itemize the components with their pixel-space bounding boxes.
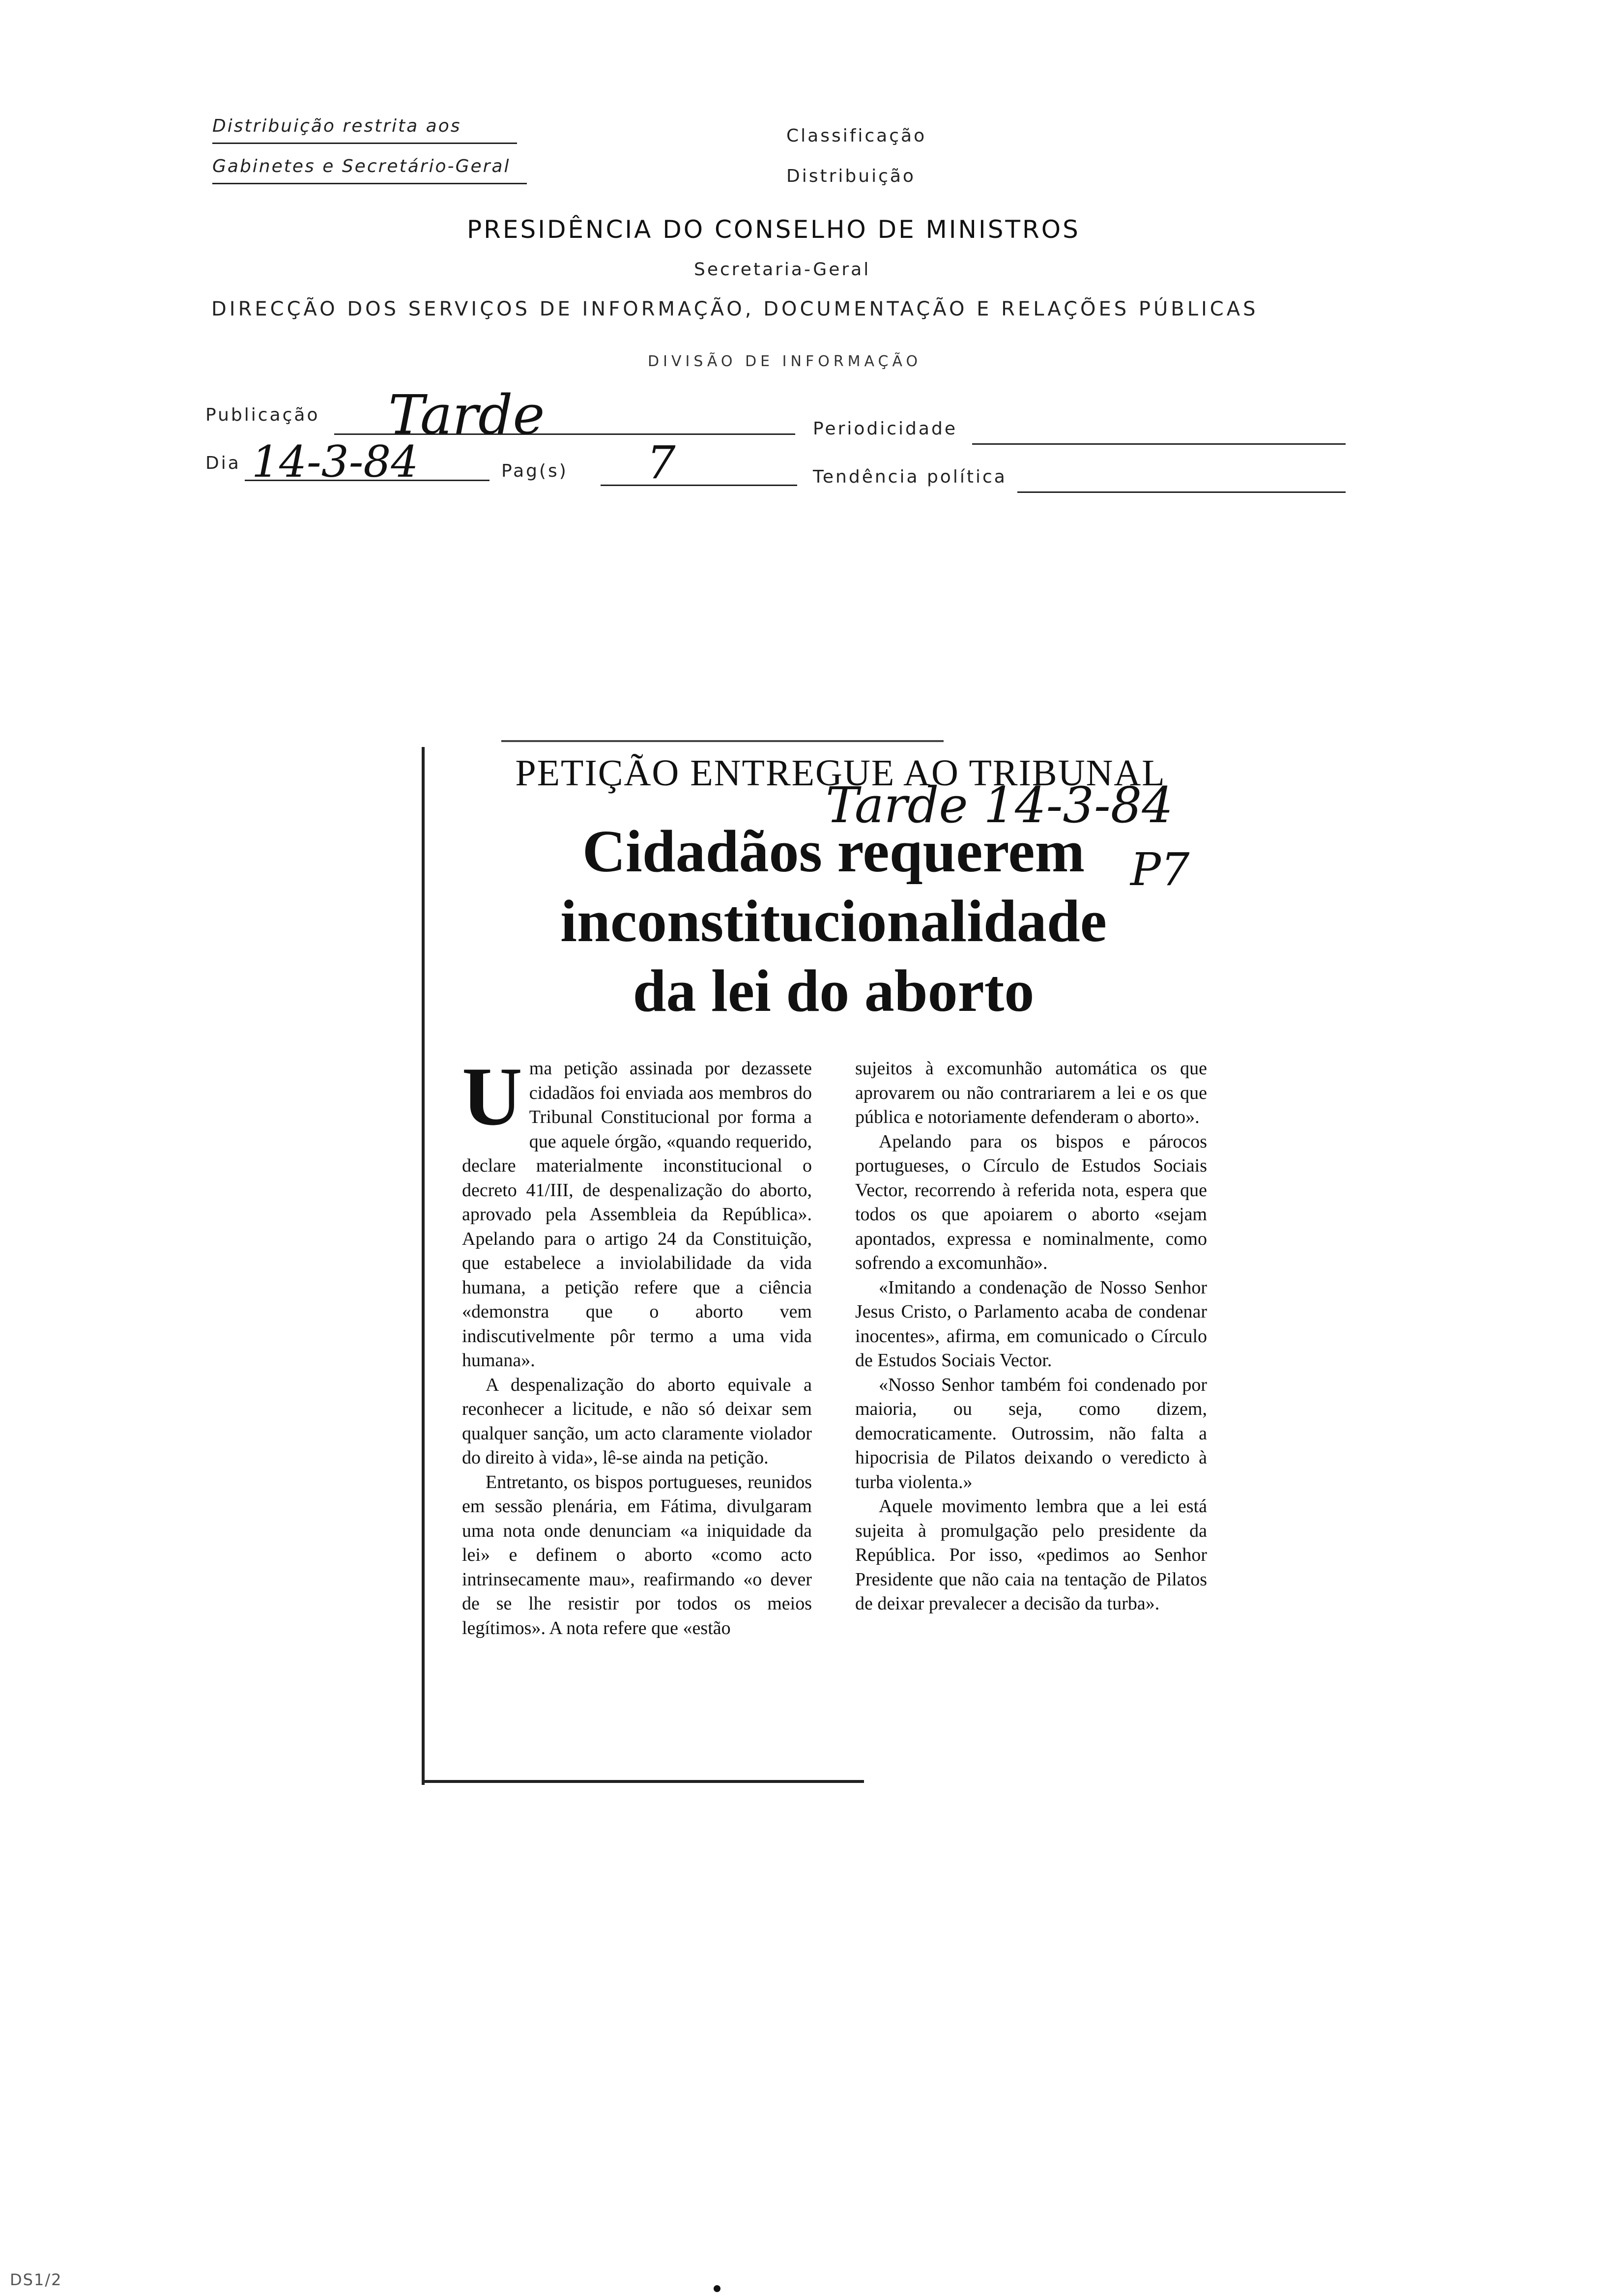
restriction-line-2 — [212, 156, 527, 176]
handwritten-note-date: Tarde 14-3-84 — [826, 776, 1174, 834]
clipping-left-border — [422, 747, 425, 1785]
tendency-line — [1017, 491, 1346, 493]
article-dropcap: U — [462, 1050, 522, 1143]
clipping-bottom-border — [422, 1780, 864, 1783]
publication-label: Publicação — [205, 405, 320, 425]
article-col1-paragraph-2: A despenalização do aborto equivale a reconhecer a licitude, e não só deixar sem qualquer sanção, um acto claramente violador do direito à vida», lê-se ainda na petição. — [462, 1374, 812, 1468]
day-value: 14-3-84 — [252, 436, 419, 487]
article-col2-paragraph-5: Aquele movimento lembra que a lei está sujeita à promulgação pelo presidente da República. Por isso, «pedimos ao Senhor Presidente que não caia na tentação de Pilatos de deixar prevalecer a decisão da turba». — [855, 1496, 1207, 1614]
org-subtitle: Secretaria-Geral — [694, 259, 871, 280]
restriction-underline-2 — [212, 183, 527, 184]
periodicity-label: Periodicidade — [813, 419, 957, 439]
directorate-line: DIRECÇÃO DOS SERVIÇOS DE INFORMAÇÃO, DOCUMENTAÇÃO E RELAÇÕES PÚBLICAS — [211, 298, 1259, 320]
pages-value: 7 — [647, 436, 676, 489]
article-column-1 — [462, 1050, 812, 1640]
article-col2-paragraph-3: «Imitando a condenação de Nosso Senhor Jesus Cristo, o Parlamento acaba de condenar inocentes», afirma, em comunicado o Círculo de Estudos Sociais Vector. — [855, 1277, 1207, 1371]
article-col1-paragraph-3: Entretanto, os bispos portugueses, reunidos em sessão plenária, em Fátima, divulgaram uma nota onde denunciam «a iniquidade da lei» e definem o aborto «como acto intrinsecamente mau», reafirmando «o dever de se lhe resistir por todos os meios legítimos». A nota refere que «estão — [462, 1471, 812, 1638]
handwritten-note-page: P7 — [1130, 843, 1190, 896]
article-headline-line-1: Cidadãos requerem — [582, 818, 1085, 885]
restriction-line-1 — [212, 116, 488, 136]
tendency-label: Tendência política — [813, 467, 1007, 487]
restriction-underline — [212, 143, 517, 144]
article-kicker: PETIÇÃO ENTREGUE AO TRIBUNAL — [515, 752, 1166, 794]
bottom-dot — [714, 2285, 720, 2292]
article-col1-paragraph-1: ma petição assinada por dezassete cidadãos foi enviada aos membros do Tribunal Constitucional por forma a que aquele órgão, «quando requerido, declare materialmente inconstitucional o decreto 41/III, de despenalização do aborto, aprovado pela Assembleia da República». Apelando para o artigo 24 da Constituição, que estabelece a inviolabilidade da vida humana, a petição refere que a ciência «demonstra que o aborto vem indiscutivelmente pôr termo a uma vida humana». — [462, 1058, 812, 1371]
restriction-text-1: Distribuição restrita aos — [212, 116, 461, 136]
article-col2-paragraph-4: «Nosso Senhor também foi condenado por maioria, ou seja, como dizem, democraticamente. Outrossim, não falta a hipocrisia de Pilatos deixando o veredicto à turba violenta.» — [855, 1374, 1207, 1492]
classification-label: Classificação — [786, 126, 927, 146]
periodicity-line — [972, 443, 1346, 445]
article-col2-paragraph-1: sujeitos à excomunhão automática os que aprovarem ou não contrariarem a lei e os que pública e notoriamente defenderam o aborto». — [855, 1058, 1207, 1127]
article-headline-line-3: da lei do aborto — [633, 958, 1035, 1024]
publication-value: Tarde — [388, 383, 545, 446]
pages-line — [601, 485, 797, 486]
restriction-text-2: Gabinetes e Secretário-Geral — [212, 156, 511, 176]
day-label: Dia — [205, 453, 241, 473]
article-headline-line-2: inconstitucionalidade — [560, 888, 1107, 954]
corner-code: DS1/2 — [10, 2270, 62, 2289]
distribution-label: Distribuição — [786, 166, 916, 186]
article-col2-paragraph-2: Apelando para os bispos e párocos portugueses, o Círculo de Estudos Sociais Vector, recorrendo à referida nota, espera que todos os que apoiarem o aborto «sejam apontados, expressa e nominalmente, como sofrendo a excomunhão». — [855, 1131, 1207, 1273]
org-title: PRESIDÊNCIA DO CONSELHO DE MINISTROS — [467, 215, 1080, 244]
pages-label: Pag(s) — [501, 461, 568, 481]
article-column-2 — [855, 1057, 1207, 1616]
division-line: DIVISÃO DE INFORMAÇÃO — [648, 353, 922, 370]
clipping-top-rule — [501, 740, 944, 742]
